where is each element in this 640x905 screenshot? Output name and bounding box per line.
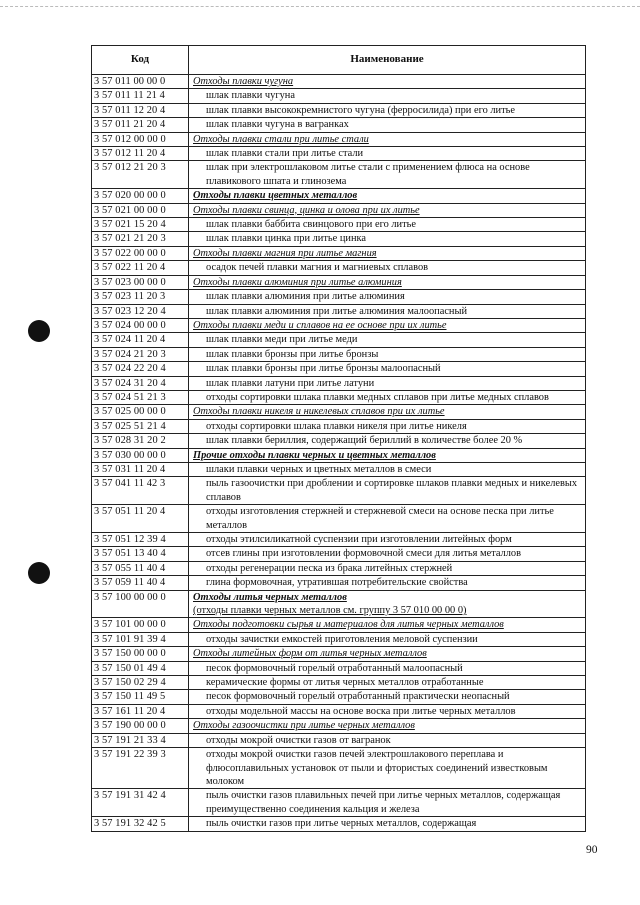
table-row — [92, 704, 586, 718]
table-row — [92, 632, 586, 646]
row-code: 3 57 051 11 20 4 — [92, 505, 189, 533]
table-row — [92, 405, 586, 419]
row-code: 3 57 023 11 20 3 — [92, 290, 189, 304]
table-row — [92, 304, 586, 318]
row-name: глина формовочная, утратившая потребительские свойства — [189, 576, 586, 590]
table-row — [92, 376, 586, 390]
row-name: шлак плавки латуни при литье латуни — [189, 376, 586, 390]
table-row — [92, 275, 586, 289]
row-code: 3 57 024 00 00 0 — [92, 318, 189, 332]
row-name: отходы зачистки емкостей приготовления меловой суспензии — [189, 632, 586, 646]
row-name: Отходы плавки цветных металлов — [189, 189, 586, 203]
row-code: 3 57 011 12 20 4 — [92, 103, 189, 117]
row-name: шлак плавки бронзы при литье бронзы малоопасный — [189, 362, 586, 376]
table-row — [92, 203, 586, 217]
row-name-title: Отходы литья черных металлов — [193, 591, 347, 603]
row-name: пыль очистки газов плавильных печей при литье черных металлов, содержащая преимущественно соединения кальция и железа — [189, 789, 586, 817]
row-code: 3 57 025 00 00 0 — [92, 405, 189, 419]
table-row — [92, 477, 586, 505]
row-name: шлак плавки баббита свинцового при его литье — [189, 218, 586, 232]
row-code: 3 57 030 00 00 0 — [92, 448, 189, 462]
row-code: 3 57 024 11 20 4 — [92, 333, 189, 347]
table-row — [92, 333, 586, 347]
row-name: Отходы плавки магния при литье магния — [189, 246, 586, 260]
table-row — [92, 448, 586, 462]
row-code: 3 57 012 00 00 0 — [92, 132, 189, 146]
waste-classification-table — [91, 45, 586, 832]
row-name: шлак плавки чугуна в вагранках — [189, 118, 586, 132]
row-code: 3 57 190 00 00 0 — [92, 719, 189, 733]
row-name: песок формовочный горелый отработанный малоопасный — [189, 661, 586, 675]
row-code: 3 57 021 21 20 3 — [92, 232, 189, 246]
row-code: 3 57 101 00 00 0 — [92, 618, 189, 632]
row-name: отходы этилсиликатной суспензии при изготовлении литейных форм — [189, 533, 586, 547]
page-number: 90 — [586, 844, 598, 856]
row-code: 3 57 011 00 00 0 — [92, 75, 189, 89]
row-name: отходы модельной массы на основе воска при литье черных металлов — [189, 704, 586, 718]
table-header-row — [92, 46, 586, 75]
row-code: 3 57 150 00 00 0 — [92, 647, 189, 661]
table-row — [92, 690, 586, 704]
row-name: Отходы газоочистки при литье черных металлов — [189, 719, 586, 733]
table-row — [92, 347, 586, 361]
row-code: 3 57 024 22 20 4 — [92, 362, 189, 376]
row-code: 3 57 021 00 00 0 — [92, 203, 189, 217]
table-row — [92, 218, 586, 232]
table-row — [92, 618, 586, 632]
row-code: 3 57 161 11 20 4 — [92, 704, 189, 718]
row-code: 3 57 031 11 20 4 — [92, 462, 189, 476]
row-code: 3 57 022 00 00 0 — [92, 246, 189, 260]
row-code: 3 57 028 31 20 2 — [92, 434, 189, 448]
table-row — [92, 748, 586, 789]
row-code: 3 57 101 91 39 4 — [92, 632, 189, 646]
table-row — [92, 434, 586, 448]
row-code: 3 57 059 11 40 4 — [92, 576, 189, 590]
row-code: 3 57 100 00 00 0 — [92, 590, 189, 618]
table-row — [92, 647, 586, 661]
row-name: шлак плавки цинка при литье цинка — [189, 232, 586, 246]
row-name: отходы изготовления стержней и стержневой смеси на основе песка при литье металлов — [189, 505, 586, 533]
row-name: пыль газоочистки при дроблении и сортировке шлаков плавки медных и никелевых сплавов — [189, 477, 586, 505]
row-code: 3 57 150 02 29 4 — [92, 676, 189, 690]
table-row — [92, 75, 586, 89]
table-body — [92, 75, 586, 832]
row-name: шлак плавки бериллия, содержащий бериллий в количестве более 20 % — [189, 434, 586, 448]
row-name: керамические формы от литья черных металлов отработанные — [189, 676, 586, 690]
row-name: Отходы плавки чугуна — [189, 75, 586, 89]
row-name: пыль очистки газов при литье черных металлов, содержащая — [189, 817, 586, 831]
table-row — [92, 533, 586, 547]
row-code: 3 57 022 11 20 4 — [92, 261, 189, 275]
top-edge-line — [0, 6, 640, 7]
row-code: 3 57 020 00 00 0 — [92, 189, 189, 203]
table-row — [92, 661, 586, 675]
row-name: Отходы плавки стали при литье стали — [189, 132, 586, 146]
row-code: 3 57 191 22 39 3 — [92, 748, 189, 789]
row-name: Отходы плавки меди и сплавов на ее основе при их литье — [189, 318, 586, 332]
row-code: 3 57 024 21 20 3 — [92, 347, 189, 361]
row-name: Отходы литейных форм от литья черных металлов — [189, 647, 586, 661]
table-row — [92, 462, 586, 476]
row-code: 3 57 051 13 40 4 — [92, 547, 189, 561]
table-row — [92, 390, 586, 404]
row-code: 3 57 041 11 42 3 — [92, 477, 189, 505]
table-row — [92, 132, 586, 146]
table-row — [92, 733, 586, 747]
row-name: Отходы плавки никеля и никелевых сплавов при их литье — [189, 405, 586, 419]
row-name: шлак плавки стали при литье стали — [189, 147, 586, 161]
row-name: песок формовочный горелый отработанный практически неопасный — [189, 690, 586, 704]
table-row — [92, 817, 586, 831]
row-code: 3 57 024 31 20 4 — [92, 376, 189, 390]
row-code: 3 57 055 11 40 4 — [92, 561, 189, 575]
row-name — [189, 590, 586, 618]
row-name: шлак при электрошлаковом литье стали с применением флюса на основе плавикового шпата и глинозема — [189, 161, 586, 189]
row-name: шлак плавки высококремнистого чугуна (ферросилида) при его литье — [189, 103, 586, 117]
row-name: шлак плавки алюминия при литье алюминия — [189, 290, 586, 304]
row-code: 3 57 024 51 21 3 — [92, 390, 189, 404]
row-code: 3 57 191 31 42 4 — [92, 789, 189, 817]
row-code: 3 57 191 32 42 5 — [92, 817, 189, 831]
table-row — [92, 118, 586, 132]
column-header-code: Код — [92, 46, 189, 75]
table-row — [92, 547, 586, 561]
row-name: Отходы плавки свинца, цинка и олова при их литье — [189, 203, 586, 217]
row-name: Прочие отходы плавки черных и цветных металлов — [189, 448, 586, 462]
table-row — [92, 103, 586, 117]
row-name: шлаки плавки черных и цветных металлов в смеси — [189, 462, 586, 476]
row-code: 3 57 012 21 20 3 — [92, 161, 189, 189]
table-row — [92, 362, 586, 376]
row-name: отходы сортировки шлака плавки никеля при литье никеля — [189, 419, 586, 433]
row-code: 3 57 023 12 20 4 — [92, 304, 189, 318]
column-header-name: Наименование — [189, 46, 586, 75]
row-name: отсев глины при изготовлении формовочной смеси для литья металлов — [189, 547, 586, 561]
table-row — [92, 232, 586, 246]
table-row — [92, 676, 586, 690]
table-row — [92, 318, 586, 332]
row-code: 3 57 191 21 33 4 — [92, 733, 189, 747]
table-row — [92, 161, 586, 189]
row-code: 3 57 051 12 39 4 — [92, 533, 189, 547]
row-name-note: (отходы плавки черных металлов см. группу 3 57 010 00 00 0) — [193, 605, 467, 617]
row-code: 3 57 025 51 21 4 — [92, 419, 189, 433]
table-row — [92, 89, 586, 103]
row-name: шлак плавки чугуна — [189, 89, 586, 103]
row-code: 3 57 023 00 00 0 — [92, 275, 189, 289]
table-row — [92, 576, 586, 590]
table-row — [92, 719, 586, 733]
row-name: осадок печей плавки магния и магниевых сплавов — [189, 261, 586, 275]
table-row — [92, 290, 586, 304]
row-name: отходы сортировки шлака плавки медных сплавов при литье медных сплавов — [189, 390, 586, 404]
row-name: Отходы плавки алюминия при литье алюминия — [189, 275, 586, 289]
row-name: Отходы подготовки сырья и материалов для литья черных металлов — [189, 618, 586, 632]
table-row — [92, 189, 586, 203]
table-row — [92, 147, 586, 161]
table-row — [92, 590, 586, 618]
table-row — [92, 246, 586, 260]
table-row — [92, 261, 586, 275]
table-row — [92, 505, 586, 533]
row-name: отходы мокрой очистки газов печей электрошлакового переплава и флюсоплавильных установок от пыли и фтористых соединений известковым молоком — [189, 748, 586, 789]
row-name: шлак плавки алюминия при литье алюминия малоопасный — [189, 304, 586, 318]
binder-hole-2 — [28, 562, 50, 584]
row-code: 3 57 011 21 20 4 — [92, 118, 189, 132]
row-code: 3 57 150 11 49 5 — [92, 690, 189, 704]
row-name: отходы регенерации песка из брака литейных стержней — [189, 561, 586, 575]
table-row — [92, 419, 586, 433]
table-row — [92, 789, 586, 817]
row-name: шлак плавки меди при литье меди — [189, 333, 586, 347]
row-name: отходы мокрой очистки газов от вагранок — [189, 733, 586, 747]
row-name: шлак плавки бронзы при литье бронзы — [189, 347, 586, 361]
row-code: 3 57 011 11 21 4 — [92, 89, 189, 103]
binder-hole-1 — [28, 320, 50, 342]
row-code: 3 57 021 15 20 4 — [92, 218, 189, 232]
table-row — [92, 561, 586, 575]
row-code: 3 57 150 01 49 4 — [92, 661, 189, 675]
row-code: 3 57 012 11 20 4 — [92, 147, 189, 161]
